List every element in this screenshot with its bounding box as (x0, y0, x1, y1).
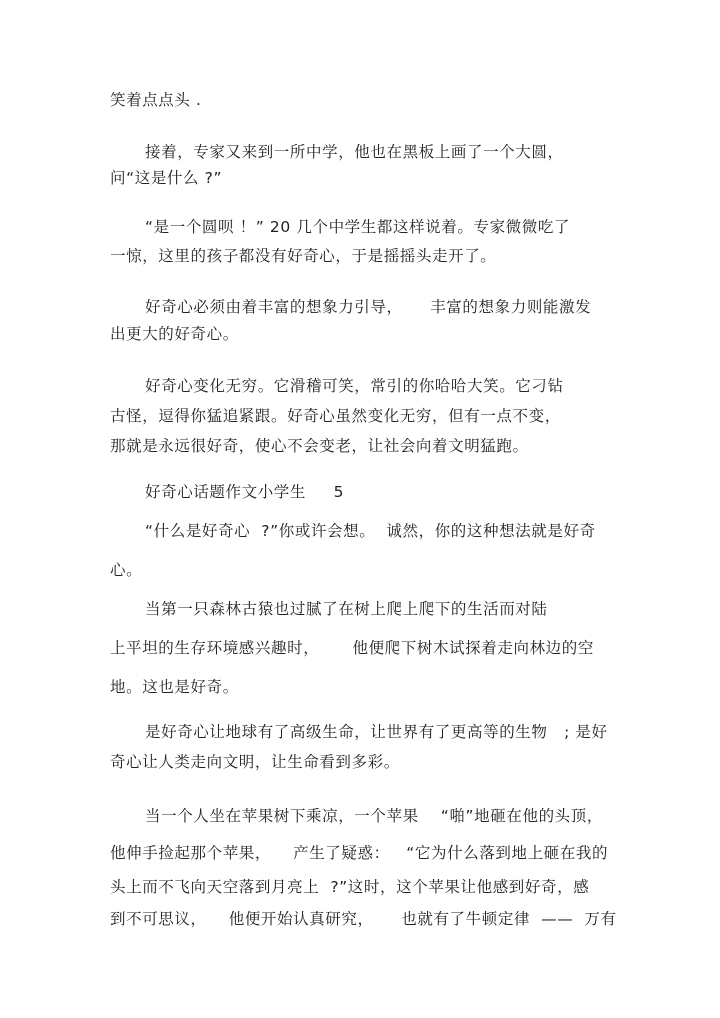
text-line: 头上而不飞向天空落到月亮上 ?”这时，这个苹果让他感到好奇，感 (110, 878, 590, 896)
text-line: 出更大的好奇心。 (110, 325, 239, 343)
text-line: 好奇心必须由着丰富的想象力引导， 丰富的想象力则能激发 (145, 298, 592, 316)
text-line: 上平坦的生存环境感兴趣时， 他便爬下树木试探着走向林边的空 (110, 639, 594, 657)
text-line: 问“这是什么 ?” (110, 169, 223, 187)
text-line: 奇心让人类走向文明，让生命看到多彩。 (110, 753, 400, 771)
text-line: 一惊，这里的孩子都没有好奇心，于是摇摇头走开了。 (110, 247, 497, 265)
text-line: 是好奇心让地球有了高级生命，让世界有了更高等的生物 ; 是好 (145, 723, 608, 741)
text-line: 当一个人坐在苹果树下乘凉，一个苹果 “啪”地砸在他的头顶， (145, 807, 603, 825)
text-line: 笑着点点头 . (110, 91, 202, 109)
text-line: 地。这也是好奇。 (110, 678, 239, 696)
text-line: 心。 (110, 561, 143, 579)
text-line: 古怪，逗得你猛追紧跟。好奇心虽然变化无穷，但有一点不变， (110, 407, 561, 425)
text-line: “是一个圆呗 ！” 20 几个中学生都这样说着。专家微微吃了 (145, 218, 571, 236)
text-line: 他伸手捡起那个苹果， 产生了疑惑： “它为什么落到地上砸在我的 (110, 844, 609, 862)
text-line: 那就是永远很好奇，使心不会变老，让社会向着文明猛跑。 (110, 437, 529, 455)
text-line: 当第一只森林古猿也过腻了在树上爬上爬下的生活而对陆 (145, 600, 548, 618)
text-line: 接着，专家又来到一所中学，他也在黑板上画了一个大圆， (145, 143, 564, 161)
text-line: 到不可思议， 他便开始认真研究， 也就有了牛顿定律 —— 万有 (110, 910, 617, 928)
text-line: “什么是好奇心 ?”你或许会想。 诚然，你的这种想法就是好奇 (145, 522, 596, 540)
section-heading: 好奇心话题作文小学生 5 (145, 483, 345, 501)
text-line: 好奇心变化无穷。它滑稽可笑，常引的你哈哈大笑。它刁钻 (145, 377, 564, 395)
